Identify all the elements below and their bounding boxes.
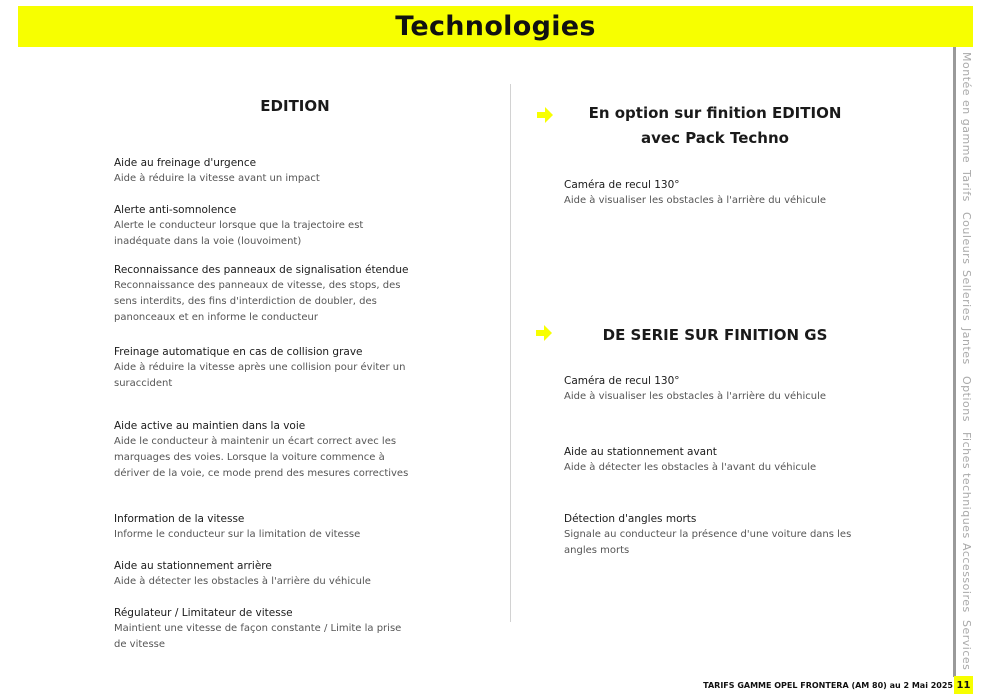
feature-item bbox=[114, 511, 414, 543]
column-divider bbox=[510, 84, 511, 622]
feature-item bbox=[114, 558, 414, 590]
feature-description: Informe le conducteur sur la limitation de vitesse bbox=[114, 529, 361, 540]
feature-description: Aide à visualiser les obstacles à l'arrière du véhicule bbox=[564, 391, 827, 402]
feature-title: Reconnaissance des panneaux de signalisation étendue bbox=[114, 264, 409, 276]
feature-title: Caméra de recul 130° bbox=[564, 375, 680, 387]
sidebar-rule bbox=[953, 47, 956, 677]
feature-item bbox=[114, 262, 414, 326]
feature-title: Détection d'angles morts bbox=[564, 513, 697, 525]
feature-description: inadéquate dans la voie (louvoiment) bbox=[114, 236, 302, 247]
serie-heading: DE SERIE SUR FINITION GS bbox=[602, 326, 828, 344]
feature-title: Aide au stationnement arrière bbox=[114, 560, 272, 572]
feature-description: Alerte le conducteur lorsque que la trajectoire est bbox=[114, 220, 364, 231]
feature-description: Aide à visualiser les obstacles à l'arrière du véhicule bbox=[564, 195, 827, 206]
feature-item bbox=[114, 202, 414, 250]
feature-description: Reconnaissance des panneaux de vitesse, des stops, des bbox=[114, 280, 401, 291]
feature-description: Aide le conducteur à maintenir un écart correct avec les bbox=[114, 436, 397, 447]
feature-item bbox=[564, 444, 864, 476]
feature-item bbox=[564, 177, 864, 209]
footer-text: TARIFS GAMME OPEL FRONTERA (AM 80) au 2 Mai 2025 bbox=[703, 681, 953, 690]
feature-title: Aide au freinage d'urgence bbox=[114, 157, 257, 169]
feature-title: Régulateur / Limitateur de vitesse bbox=[114, 607, 293, 619]
option-heading-line: En option sur finition EDITION bbox=[588, 104, 842, 122]
page-title: Technologies bbox=[395, 11, 596, 42]
feature-description: Aide à réduire la vitesse avant un impact bbox=[114, 173, 320, 184]
feature-description: marquages des voies. Lorsque la voiture commence à bbox=[114, 452, 385, 463]
option-heading-line: avec Pack Techno bbox=[641, 129, 789, 147]
nav-item-accessoires[interactable]: Accessoires bbox=[960, 543, 973, 613]
feature-description: panonceaux et en informe le conducteur bbox=[114, 312, 318, 323]
feature-item bbox=[114, 605, 414, 653]
nav-item-selleries[interactable]: Selleries bbox=[960, 270, 973, 322]
feature-title: Information de la vitesse bbox=[114, 513, 245, 525]
feature-description: angles morts bbox=[564, 545, 630, 556]
arrow-right-icon bbox=[536, 106, 554, 124]
feature-title: Alerte anti-somnolence bbox=[114, 204, 237, 216]
feature-description: Aide à détecter les obstacles à l'arrière du véhicule bbox=[114, 576, 371, 587]
feature-description: sens interdits, des fins d'interdiction de doubler, des bbox=[114, 296, 377, 307]
nav-item-tarifs[interactable]: Tarifs bbox=[960, 170, 973, 202]
feature-item bbox=[114, 418, 414, 482]
feature-description: Aide à réduire la vitesse après une collision pour éviter un bbox=[114, 362, 406, 373]
feature-description: Signale au conducteur la présence d'une voiture dans les bbox=[564, 529, 852, 540]
feature-title: Aide active au maintien dans la voie bbox=[114, 420, 306, 432]
feature-title: Freinage automatique en cas de collision grave bbox=[114, 346, 363, 358]
page-number: 11 bbox=[954, 676, 973, 694]
option-heading bbox=[560, 101, 870, 151]
feature-description: Aide à détecter les obstacles à l'avant du véhicule bbox=[564, 462, 817, 473]
feature-description: suraccident bbox=[114, 378, 173, 389]
nav-item-options[interactable]: Options bbox=[960, 376, 973, 422]
feature-title: Aide au stationnement avant bbox=[564, 446, 717, 458]
title-banner bbox=[18, 6, 973, 47]
feature-description: de vitesse bbox=[114, 639, 166, 650]
nav-item-montee-en-gamme[interactable]: Montée en gamme bbox=[960, 52, 973, 164]
feature-item bbox=[564, 511, 864, 559]
nav-item-services[interactable]: Services bbox=[960, 620, 973, 671]
feature-description: dériver de la voie, ce mode prend des mesures correctives bbox=[114, 468, 409, 479]
feature-item bbox=[114, 344, 414, 392]
arrow-right-icon bbox=[535, 324, 553, 342]
nav-item-jantes[interactable]: Jantes bbox=[960, 328, 973, 365]
nav-item-couleurs[interactable]: Couleurs bbox=[960, 212, 973, 265]
feature-title: Caméra de recul 130° bbox=[564, 179, 680, 191]
nav-item-fiches-techniques[interactable]: Fiches techniques bbox=[960, 432, 973, 539]
section-nav bbox=[958, 52, 973, 674]
feature-item bbox=[114, 155, 414, 187]
edition-heading: EDITION bbox=[260, 97, 330, 115]
feature-description: Maintient une vitesse de façon constante / Limite la prise bbox=[114, 623, 402, 634]
feature-item bbox=[564, 373, 864, 405]
